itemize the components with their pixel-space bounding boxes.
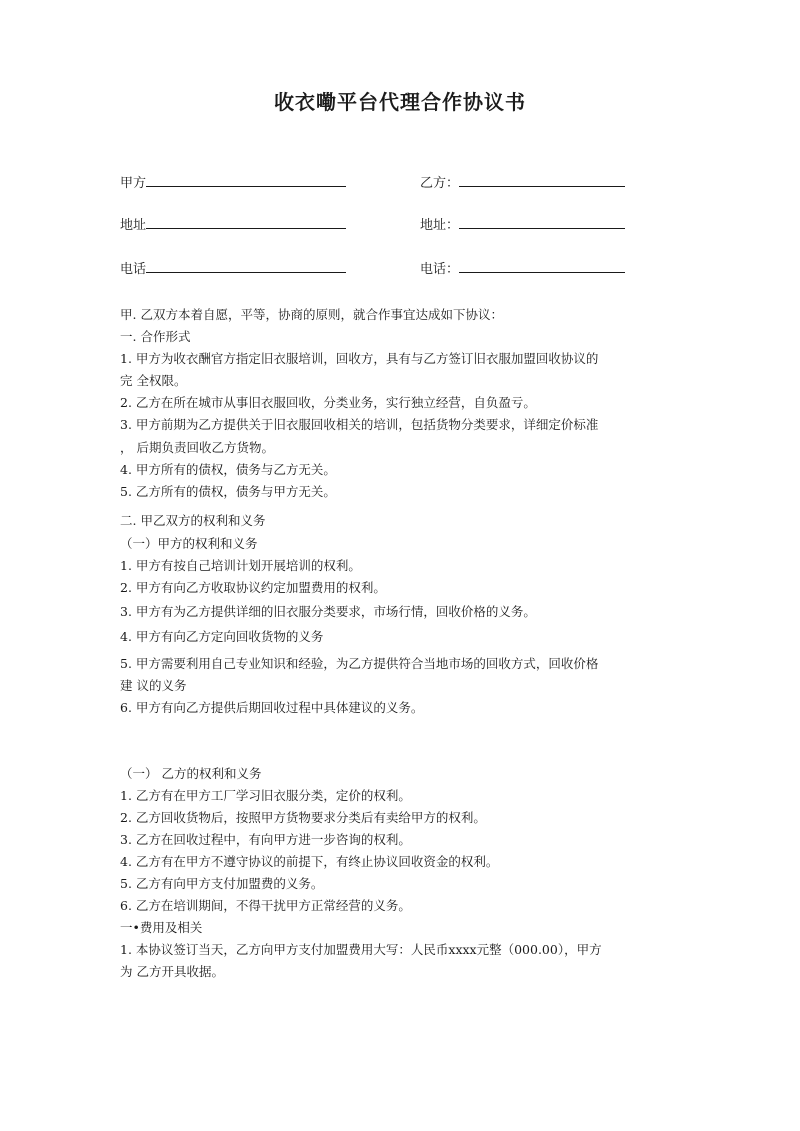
list-item: 5. 甲方需要利用自己专业知识和经验，为乙方提供符合当地市场的回收方式，回收价格 xyxy=(120,656,599,671)
list-item: 6. 乙方在培训期间，不得干扰甲方正常经营的义务。 xyxy=(120,898,411,913)
list-item: 3. 甲方有为乙方提供详细的旧衣服分类要求，市场行情，回收价格的义务。 xyxy=(120,604,536,619)
party-b-address-label: 地址： xyxy=(420,218,460,233)
section-heading: 一. 合作形式 xyxy=(120,329,191,344)
list-item: 2. 乙方在所在城市从事旧衣服回收，分类业务，实行独立经营，自负盈亏。 xyxy=(120,395,536,410)
party-a-phone-row xyxy=(120,258,346,277)
list-item: 2. 乙方回收货物后，按照甲方货物要求分类后有卖给甲方的权利。 xyxy=(120,810,486,825)
subsection-heading: （一）甲方的权利和义务 xyxy=(120,536,258,551)
party-b-address-blank[interactable] xyxy=(459,216,625,229)
party-b-row xyxy=(420,172,625,191)
party-b-phone-row xyxy=(420,258,625,277)
list-item: 建 议的义务 xyxy=(120,678,187,693)
party-a-label: 甲方 xyxy=(120,176,147,191)
party-b-blank[interactable] xyxy=(459,174,625,187)
party-b-address-row xyxy=(420,214,625,233)
section-heading: 二. 甲乙双方的权利和义务 xyxy=(120,513,266,528)
list-item: 4. 甲方有向乙方定向回收货物的义务 xyxy=(120,629,324,644)
list-item: 为 乙方开具收据。 xyxy=(120,964,224,979)
party-a-row xyxy=(120,172,346,191)
list-item: 完 全权限。 xyxy=(120,373,187,388)
party-a-address-label: 地址 xyxy=(120,218,147,233)
party-a-phone-label: 电话 xyxy=(120,262,147,277)
party-a-address-row xyxy=(120,214,346,233)
list-item: 1. 甲方有按自己培训计划开展培训的权利。 xyxy=(120,558,361,573)
list-item: 1. 甲方为收衣酬官方指定旧衣服培训，回收方，具有与乙方签订旧衣服加盟回收协议的 xyxy=(120,351,599,366)
list-item: 6. 甲方有向乙方提供后期回收过程中具体建议的义务。 xyxy=(120,700,424,715)
party-b-phone-blank[interactable] xyxy=(459,260,625,273)
list-item: 3. 甲方前期为乙方提供关于旧衣服回收相关的培训，包括货物分类要求，详细定价标准 xyxy=(120,417,599,432)
list-item: 2. 甲方有向乙方收取协议约定加盟费用的权利。 xyxy=(120,580,386,595)
list-item: 5. 乙方所有的债权，债务与甲方无关。 xyxy=(120,484,336,499)
intro-paragraph: 甲. 乙双方本着自愿，平等，协商的原则，就合作事宜达成如下协议： xyxy=(120,307,503,322)
party-a-address-blank[interactable] xyxy=(146,216,346,229)
list-item: ， 后期负责回收乙方货物。 xyxy=(120,440,274,455)
party-b-label: 乙方： xyxy=(420,176,460,191)
party-a-phone-blank[interactable] xyxy=(146,260,346,273)
list-item: 4. 乙方有在甲方不遵守协议的前提下，有终止协议回收资金的权利。 xyxy=(120,854,499,869)
party-b-phone-label: 电话： xyxy=(420,262,460,277)
list-item: 4. 甲方所有的债权，债务与乙方无关。 xyxy=(120,462,336,477)
list-item: 5. 乙方有向甲方支付加盟费的义务。 xyxy=(120,876,324,891)
list-item: 1. 乙方有在甲方工厂学习旧衣服分类，定价的权利。 xyxy=(120,788,411,803)
list-item: 3. 乙方在回收过程中，有向甲方进一步咨询的权利。 xyxy=(120,832,411,847)
party-a-blank[interactable] xyxy=(146,174,346,187)
list-item: 1. 本协议签订当天，乙方向甲方支付加盟费用大写：人民币xxxx元整（000.00），甲方 xyxy=(120,942,602,957)
page-title: 收衣嘞平台代理合作协议书 xyxy=(274,90,526,114)
subsection-heading: （一） 乙方的权利和义务 xyxy=(120,766,262,781)
section-heading: 一•费用及相关 xyxy=(120,920,203,935)
